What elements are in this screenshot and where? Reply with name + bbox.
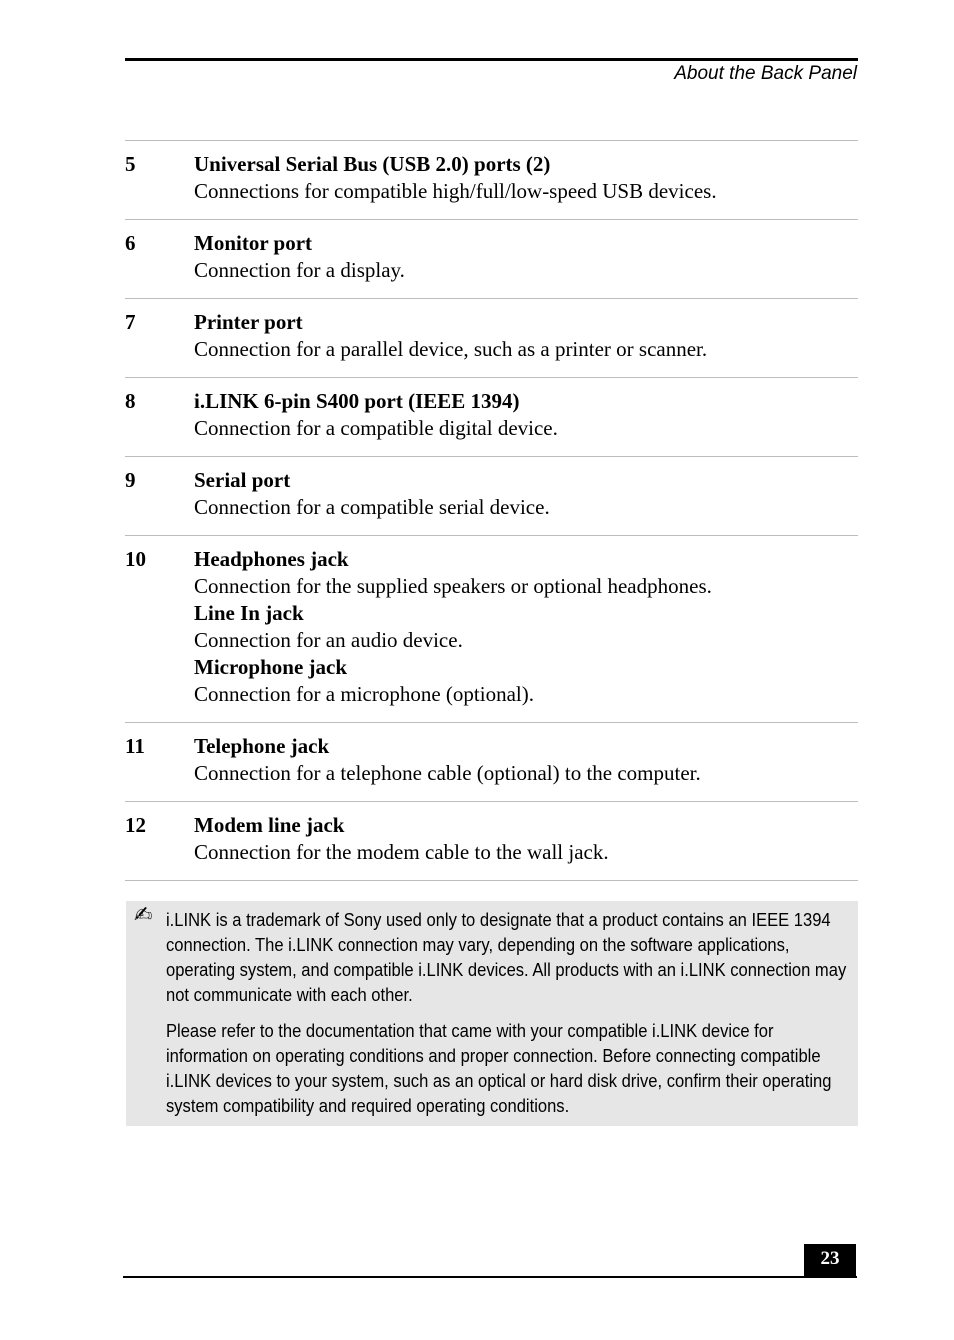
item-number: 6 bbox=[125, 231, 136, 255]
item-desc: Connection for a compatible serial device. bbox=[194, 495, 550, 519]
table-row bbox=[125, 536, 858, 723]
running-head: About the Back Panel bbox=[674, 63, 857, 84]
note-box bbox=[126, 901, 858, 1126]
port-table bbox=[125, 140, 858, 881]
table-row bbox=[125, 378, 858, 457]
item-cell bbox=[194, 733, 858, 787]
item-desc: Connections for compatible high/full/low-speed USB devices. bbox=[194, 179, 717, 203]
item-cell bbox=[194, 151, 858, 205]
table-row bbox=[125, 220, 858, 299]
item-number: 12 bbox=[125, 813, 146, 837]
item-desc: Connection for a display. bbox=[194, 258, 405, 282]
item-term: Universal Serial Bus (USB 2.0) ports (2) bbox=[194, 152, 551, 176]
item-number: 7 bbox=[125, 310, 136, 334]
item-term: Modem line jack bbox=[194, 813, 345, 837]
item-term: i.LINK 6-pin S400 port (IEEE 1394) bbox=[194, 389, 520, 413]
item-number: 8 bbox=[125, 389, 136, 413]
item-cell bbox=[194, 309, 858, 363]
item-desc: Connection for the supplied speakers or optional headphones. bbox=[194, 574, 712, 598]
item-desc: Connection for a telephone cable (optional) to the computer. bbox=[194, 761, 701, 785]
note-text bbox=[166, 908, 847, 1130]
item-term: Line In jack bbox=[194, 601, 304, 625]
item-term: Serial port bbox=[194, 468, 291, 492]
pencil-note-icon: ✍ bbox=[134, 903, 153, 928]
item-cell bbox=[194, 467, 858, 521]
header-rule bbox=[125, 58, 858, 61]
note-paragraph: Please refer to the documentation that came with your compatible i.LINK device for information on operating conditions and proper connection. Before connecting compatible i.LINK devices to your system, such as an optical or hard disk drive, confirm their operating system compatibility and required operating conditions. bbox=[166, 1021, 832, 1116]
item-term: Headphones jack bbox=[194, 547, 349, 571]
item-number: 5 bbox=[125, 152, 136, 176]
footer-rule bbox=[123, 1276, 857, 1278]
item-desc: Connection for an audio device. bbox=[194, 628, 463, 652]
item-number: 9 bbox=[125, 468, 136, 492]
table-row bbox=[125, 457, 858, 536]
table-row bbox=[125, 141, 858, 220]
item-term: Monitor port bbox=[194, 231, 313, 255]
item-cell bbox=[194, 546, 858, 708]
table-row bbox=[125, 723, 858, 802]
table-row bbox=[125, 802, 858, 881]
item-cell bbox=[194, 812, 858, 866]
table-row bbox=[125, 299, 858, 378]
item-desc: Connection for a microphone (optional). bbox=[194, 682, 534, 706]
item-cell bbox=[194, 230, 858, 284]
item-desc: Connection for a parallel device, such as a printer or scanner. bbox=[194, 337, 708, 361]
item-term: Printer port bbox=[194, 310, 303, 334]
note-paragraph: i.LINK is a trademark of Sony used only to designate that a product contains an IEEE 1394 connection. The i.LINK connection may vary, depending on the software applications, operating system, and compatible i.LINK devices. All products with an i.LINK connection may not communicate with each other. bbox=[166, 910, 847, 1005]
item-cell bbox=[194, 388, 858, 442]
item-term: Microphone jack bbox=[194, 655, 348, 679]
page-number: 23 bbox=[804, 1244, 856, 1276]
item-desc: Connection for a compatible digital device. bbox=[194, 416, 558, 440]
item-number: 11 bbox=[125, 734, 145, 758]
item-desc: Connection for the modem cable to the wall jack. bbox=[194, 840, 609, 864]
item-number: 10 bbox=[125, 547, 146, 571]
item-term: Telephone jack bbox=[194, 734, 330, 758]
